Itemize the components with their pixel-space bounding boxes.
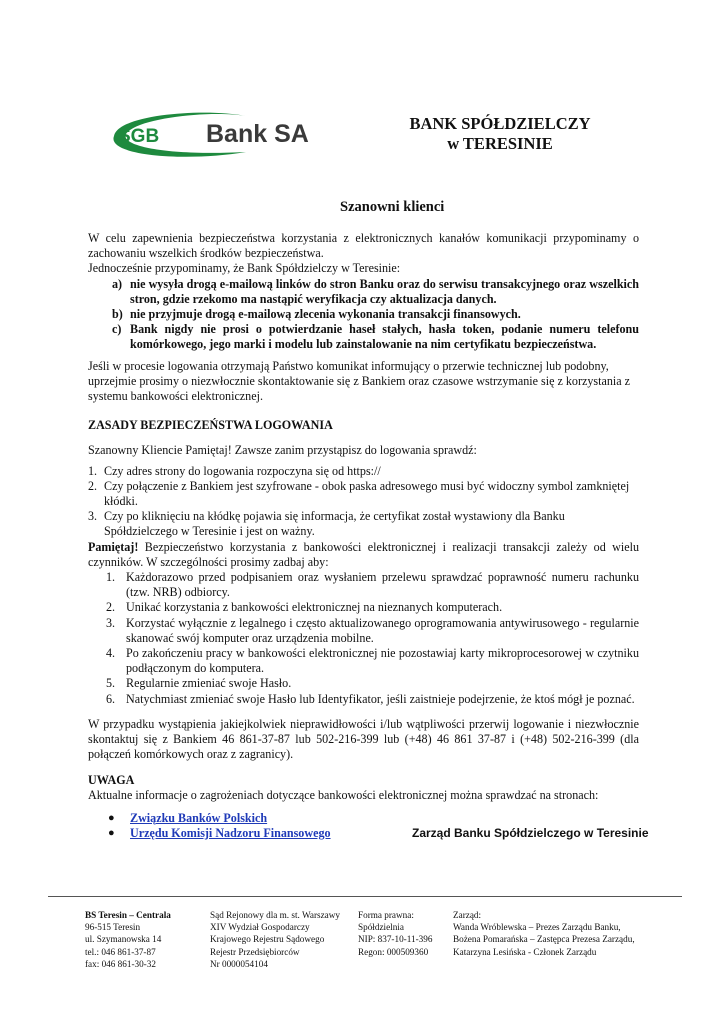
list-marker: 5. (106, 676, 116, 691)
logo-sgb-text: SGB (118, 126, 160, 147)
footer-line: tel.: 046 861-37-87 (85, 946, 156, 957)
bank-title-line2: w TERESINIE (447, 134, 553, 153)
remember-item (88, 616, 639, 646)
warning-paragraph: Aktualne informacje o zagrożeniach dotyczące bankowości elektronicznej można sprawdzać na stronach: (88, 787, 599, 802)
list-marker: 2. (88, 478, 98, 493)
remember-list (88, 570, 639, 707)
list-marker: 6. (106, 691, 116, 706)
footer-line: NIP: 837-10-11-396 (358, 934, 433, 945)
bank-title (380, 114, 620, 154)
remember-paragraph (88, 540, 639, 570)
warning-heading: UWAGA (88, 772, 135, 787)
logo-bank-text: Bank SA (206, 120, 309, 148)
footer-legal (358, 909, 432, 958)
remember-text: Bezpieczeństwo korzystania z bankowości elektronicznej i realizacji transakcji zależy od wielu czynników. W szczególności prosimy zadbaj aby: (88, 539, 640, 569)
footer-board (453, 909, 635, 958)
list-marker: 3. (106, 615, 116, 630)
rules-item-text: Czy adres strony do logowania rozpoczyna się od https:// (104, 463, 381, 478)
list-marker: 4. (106, 646, 116, 661)
footer-line: Spółdzielnia (358, 922, 404, 933)
footer-line: Rejestr Przedsiębiorców (210, 946, 300, 957)
remember-item-text: Regularnie zmieniać swoje Hasło. (126, 676, 292, 691)
rules-list (88, 464, 639, 540)
footer-line: Bożena Pomarańska – Zastępca Prezesa Zarządu, (453, 934, 635, 945)
rules-item-text: Czy po kliknięciu na kłódkę pojawia się informacja, że certyfikat został wystawiony dla Banku Spółdzielczego w Teresinie i jest on ważny. (104, 509, 565, 539)
reminder-paragraph: Jednocześnie przypominamy, że Bank Spółdzielczy w Teresinie: (88, 261, 401, 276)
list-marker: 2. (106, 600, 116, 615)
link-item (88, 811, 639, 826)
footer-line: Sąd Rejonowy dla m. st. Warszawy (210, 910, 340, 920)
footer-address (85, 909, 171, 970)
remember-item-text: Korzystać wyłącznie z legalnego i często aktualizowanego oprogramowania antywirusowego - regularnie skanować swój komputer oraz urządzenia mobilne. (126, 615, 639, 645)
remember-item-text: Natychmiast zmieniać swoje Hasło lub Identyfikator, jeśli zaistnieje podejrzenie, że ktoś mógł je poznać. (126, 691, 635, 706)
technical-break-paragraph: Jeśli w procesie logowania otrzymają Państwo komunikat informujący o przerwie technicznej lub podobny, uprzejmie prosimy o niezwłocznie skontaktowanie się z Bankiem oraz czasowe wstrzymanie się z korzystania z systemu bankowości elektronicznej. (88, 358, 631, 404)
intro-paragraph: W celu zapewnienia bezpieczeństwa korzystania z elektronicznych kanałów komunikacji przypominamy o zachowaniu wszelkich środków bezpieczeństwa. (88, 231, 639, 261)
rules-heading: ZASADY BEZPIECZEŃSTWA LOGOWANIA (88, 418, 333, 433)
reminder-item-text: nie przyjmuje drogą e-mailową zlecenia wykonania transakcji finansowych. (130, 307, 521, 322)
remember-item (88, 600, 639, 615)
rules-item-text: Czy połączenie z Bankiem jest szyfrowane - obok paska adresowego musi być widoczny symbol zamkniętej kłódki. (104, 478, 630, 509)
reminder-list (88, 277, 639, 353)
contact-paragraph: W przypadku wystąpienia jakiejkolwiek nieprawidłowości i/lub wątpliwości przerwij logowanie i niezwłocznie skontaktuj się z Bankiem 46 861-37-87 lub 502-216-399 lub (+48) 46 861 37-87 i (+48) 502-216-399 (dla połączeń komórkowych oraz z zagranicy). (88, 716, 639, 762)
footer-line: XIV Wydział Gospodarczy (210, 922, 310, 933)
footer-line: Wanda Wróblewska – Prezes Zarządu Banku, (453, 922, 621, 933)
list-marker: b) (112, 307, 123, 322)
rules-item (88, 479, 639, 509)
footer-divider (48, 896, 682, 897)
remember-item-text: Unikać korzystania z bankowości elektronicznej na nieznanych komputerach. (126, 600, 503, 615)
reminder-item (88, 277, 639, 307)
list-marker: c) (112, 322, 122, 337)
remember-item (88, 692, 639, 707)
bullet-icon: ● (108, 827, 115, 840)
bank-title-line1: BANK SPÓŁDZIELCZY (409, 114, 591, 133)
remember-item (88, 646, 639, 676)
footer-line: Zarząd: (453, 910, 482, 920)
footer-line: Regon: 000509360 (358, 946, 429, 957)
footer-line: ul. Szymanowska 14 (85, 934, 162, 945)
footer-line: Forma prawna: (358, 910, 414, 920)
remember-item-text: Po zakończeniu pracy w bankowości elektronicznej nie pozostawiaj karty mikroprocesorowej w czytniku podłączonym do komputera. (126, 646, 639, 676)
letter-body (88, 231, 639, 841)
list-marker: 1. (106, 570, 116, 585)
reminder-item (88, 322, 639, 352)
footer-line: Nr 0000054104 (210, 958, 268, 969)
footer-line: fax: 046 861-30-32 (85, 958, 156, 969)
link-zbp[interactable]: Związku Banków Polskich (130, 810, 268, 825)
rules-intro: Szanowny Kliencie Pamiętaj! Zawsze zanim przystąpisz do logowania sprawdź: (88, 443, 477, 458)
footer-court (210, 909, 340, 970)
link-knf[interactable]: Urzędu Komisji Nadzoru Finansowego (130, 826, 331, 841)
reminder-item-text: Bank nigdy nie prosi o potwierdzanie haseł stałych, hasła token, podanie numeru telefonu komórkowego, jego marki i modelu lub zainstalowanie na nim certyfikatu bezpieczeństwa. (130, 322, 639, 352)
reminder-item-text: nie wysyła drogą e-mailową linków do stron Banku oraz do serwisu transakcyjnego oraz wszelkich stron, gdzie rzekomo ma nastąpić weryfikacja czy aktualizacja danych. (130, 276, 639, 306)
remember-item (88, 676, 639, 691)
list-marker: 1. (88, 463, 98, 478)
reminder-item (88, 307, 639, 322)
list-marker: 3. (88, 509, 98, 524)
rules-item (88, 509, 639, 539)
remember-item-text: Każdorazowo przed podpisaniem oraz wysłaniem przelewu sprawdzać poprawność numeru rachunku (tzw. NRB) odbiorcy. (126, 570, 639, 600)
footer-line: Krajowego Rejestru Sądowego (210, 934, 325, 945)
greeting-heading: Szanowni klienci (340, 199, 445, 215)
rules-item (88, 464, 639, 479)
footer-address-title: BS Teresin – Centrala (85, 910, 171, 920)
remember-item (88, 570, 639, 600)
footer-line: 96-515 Teresin (85, 922, 141, 933)
remember-label: Pamiętaj! (88, 539, 139, 554)
bullet-icon: ● (108, 811, 115, 824)
bank-logo (96, 104, 336, 164)
management-signature: Zarząd Banku Spółdzielczego w Teresinie (412, 826, 649, 840)
list-marker: a) (112, 276, 123, 291)
footer-line: Katarzyna Lesińska - Członek Zarządu (453, 946, 597, 957)
